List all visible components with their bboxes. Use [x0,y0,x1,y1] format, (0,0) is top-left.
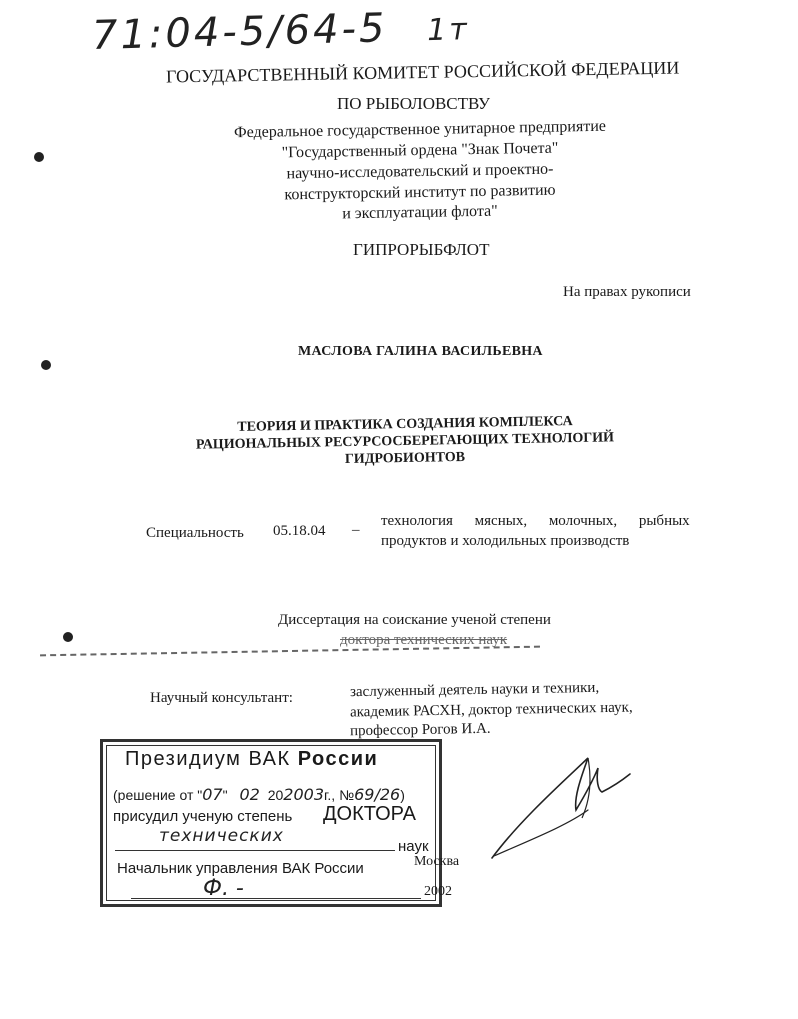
title-line-1: ТЕОРИЯ И ПРАКТИКА СОЗДАНИЯ КОМПЛЕКСА [237,414,573,435]
scan-hole-mark [34,152,44,162]
consultant-label: Научный консультант: [150,690,293,706]
signature-mark [470,740,650,870]
stamp-title: Президиум ВАК России [125,748,379,770]
stamp-degree: ДОКТОРА [323,803,416,825]
dissertation-line-1: Диссертация на соискание ученой степени [278,612,551,628]
dashed-divider [40,646,540,657]
specialty-dash: – [352,522,360,538]
scan-hole-mark [63,632,73,642]
decision-day: 07 [202,785,223,804]
year: 2002 [424,884,452,899]
fishery-heading: ПО РЫБОЛОВСТВУ [337,94,491,113]
field-blank-line [115,850,395,851]
city: Москва [414,854,460,869]
specialty-label: Специальность [146,525,244,541]
consultant-line-1: заслуженный деятель науки и техники, [349,679,600,701]
title-line-3: ГИДРОБИОНТОВ [344,449,466,468]
scan-hole-mark [41,360,51,370]
institution-line-2: "Государственный ордена "Знак Почета" [281,139,559,162]
manuscript-rights: На правах рукописи [563,284,691,300]
institution-line-5: и эксплуатации флота" [342,202,498,223]
consultant-line-2: академик РАСХН, доктор технических наук, [349,699,633,721]
institution-line-3: научно-исследовательский и проектно- [286,160,554,183]
committee-heading: ГОСУДАРСТВЕННЫЙ КОМИТЕТ РОССИЙСКОЙ ФЕДЕРАЦИИ [165,57,680,87]
signature-blank-line [131,898,421,899]
vak-stamp [100,739,442,907]
specialty-code: 05.18.04 [273,523,326,539]
stamp-science-field: технических [159,826,284,846]
stamp-nauk: наук [398,838,429,855]
dissertation-line-2: доктора технических наук [340,632,508,648]
catalog-suffix: 1т [426,12,471,49]
catalog-number: 71:04-5/64-5 1т [91,5,471,59]
stamp-decision: (решение от "07" 02 202003г., №69/26) [113,785,405,804]
institution-line-4: конструкторский институт по развитию [284,181,556,204]
stamp-awarded: присудил ученую степень [113,808,293,825]
specialty-line-1: технология мясных, молочных, рыбных [381,513,690,529]
author-name: МАСЛОВА ГАЛИНА ВАСИЛЬЕВНА [298,344,543,359]
stamp-head-signature: Ф. - [203,876,244,901]
decision-year: 2003 [283,785,325,804]
consultant-line-3: профессор Рогов И.А. [349,720,491,740]
title-line-2: РАЦИОНАЛЬНЫХ РЕСУРСОСБЕРЕГАЮЩИХ ТЕХНОЛОГИЙ [195,430,615,453]
institution-line-1: Федеральное государственное унитарное предприятие [233,117,607,142]
decision-month: 02 [239,785,260,804]
specialty-line-2: продуктов и холодильных производств [381,533,630,549]
decision-number: 69/26 [354,785,401,804]
institute-acronym: ГИПРОРЫБФЛОТ [353,240,490,259]
stamp-head: Начальник управления ВАК России [117,860,364,877]
